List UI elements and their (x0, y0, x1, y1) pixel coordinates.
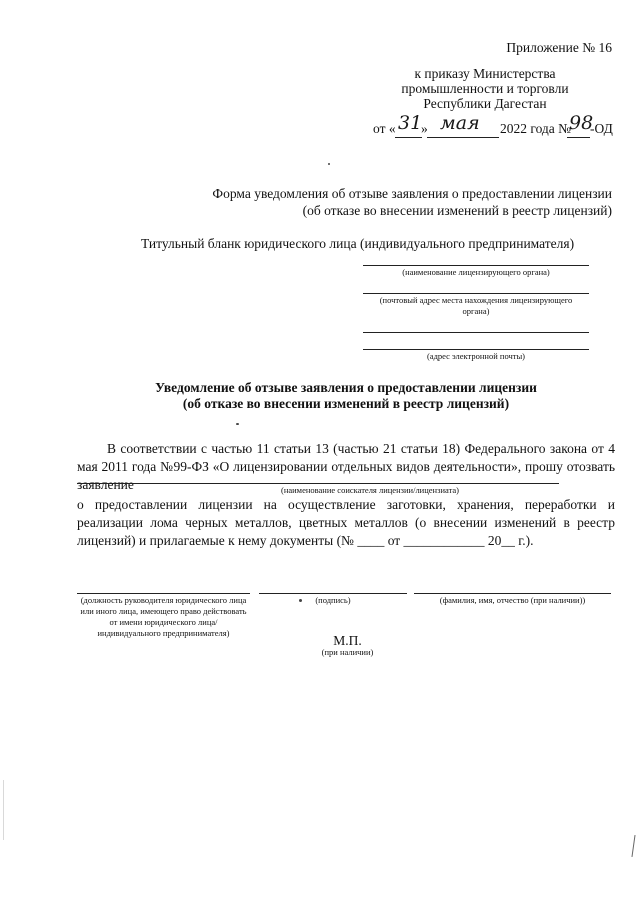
order-number-handwritten: 98 (569, 112, 594, 134)
date-month-handwritten: мая (440, 112, 480, 134)
form-title-line-2: (об отказе во внесении изменений в реестр лицензий) (302, 203, 612, 218)
full-name-line (414, 593, 611, 594)
position-line (77, 593, 250, 594)
notice-title-line-2: (об отказе во внесении изменений в реестр лицензий) (182, 396, 510, 411)
order-line-2: промышленности и торговли (401, 81, 569, 96)
postal-address-caption: (почтовый адрес места нахождения лицензирующего органа) (379, 295, 573, 316)
order-suffix: -ОД (590, 121, 613, 136)
appendix-label: Приложение № 16 (506, 40, 612, 55)
date-month-underline (427, 137, 499, 138)
date-year: 2022 года № (500, 121, 572, 136)
email-caption: (адрес электронной почты) (426, 351, 526, 361)
body-paragraph-1: В соответствии с частью 11 статьи 13 (частью 21 статьи 18) Федерального закона от 4 мая 2011 года №99-ФЗ «О лицензировании отдельных видов деятельности», прошу отозвать заявление (77, 441, 615, 492)
body-paragraph-2: о предоставлении лицензии на осуществление заготовки, хранения, переработки и реализации лома черных металлов, цветных металлов (о внесении изменений в реестр лицензий) и прилагаемые к нему документы (№ ____ от ____________ 20__ г.). (77, 497, 615, 548)
date-day-underline (395, 137, 422, 138)
scan-speck (236, 423, 239, 425)
extra-address-line (363, 332, 589, 333)
authority-name-line (363, 265, 589, 266)
signature-line (259, 593, 407, 594)
scan-artifact-edge (3, 780, 4, 840)
stamp-caption: (при наличии) (321, 647, 374, 657)
full-name-caption: (фамилия, имя, отчество (при наличии)) (439, 595, 586, 605)
scan-artifact-edge (631, 835, 635, 857)
applicant-name-line (77, 483, 559, 484)
position-caption: (должность руководителя юридического лица или иного лица, имеющего право действовать от имени юридического лица/ индивидуального предпринимателя) (80, 595, 247, 638)
form-title-line-1: Форма уведомления об отзыве заявления о предоставлении лицензии (212, 186, 612, 201)
email-line (363, 349, 589, 350)
postal-address-line (363, 293, 589, 294)
notice-title-line-1: Уведомление об отзыве заявления о предоставлении лицензии (155, 380, 537, 395)
order-line-1: к приказу Министерства (414, 66, 556, 81)
title-page-subtitle: Титульный бланк юридического лица (индивидуального предпринимателя) (141, 236, 575, 251)
date-day-handwritten: 31 (398, 112, 423, 134)
order-line-3: Республики Дагестан (423, 96, 547, 111)
stamp-label: М.П. (333, 633, 362, 648)
order-number-underline (567, 137, 590, 138)
date-prefix: от « (373, 121, 396, 136)
signature-caption: (подпись) (315, 595, 351, 605)
date-mid: » (421, 121, 428, 136)
authority-name-caption: (наименование лицензирующего органа) (402, 267, 550, 277)
scan-speck (328, 163, 330, 165)
applicant-name-caption: (наименование соискателя лицензии/лицензиата) (280, 485, 459, 495)
